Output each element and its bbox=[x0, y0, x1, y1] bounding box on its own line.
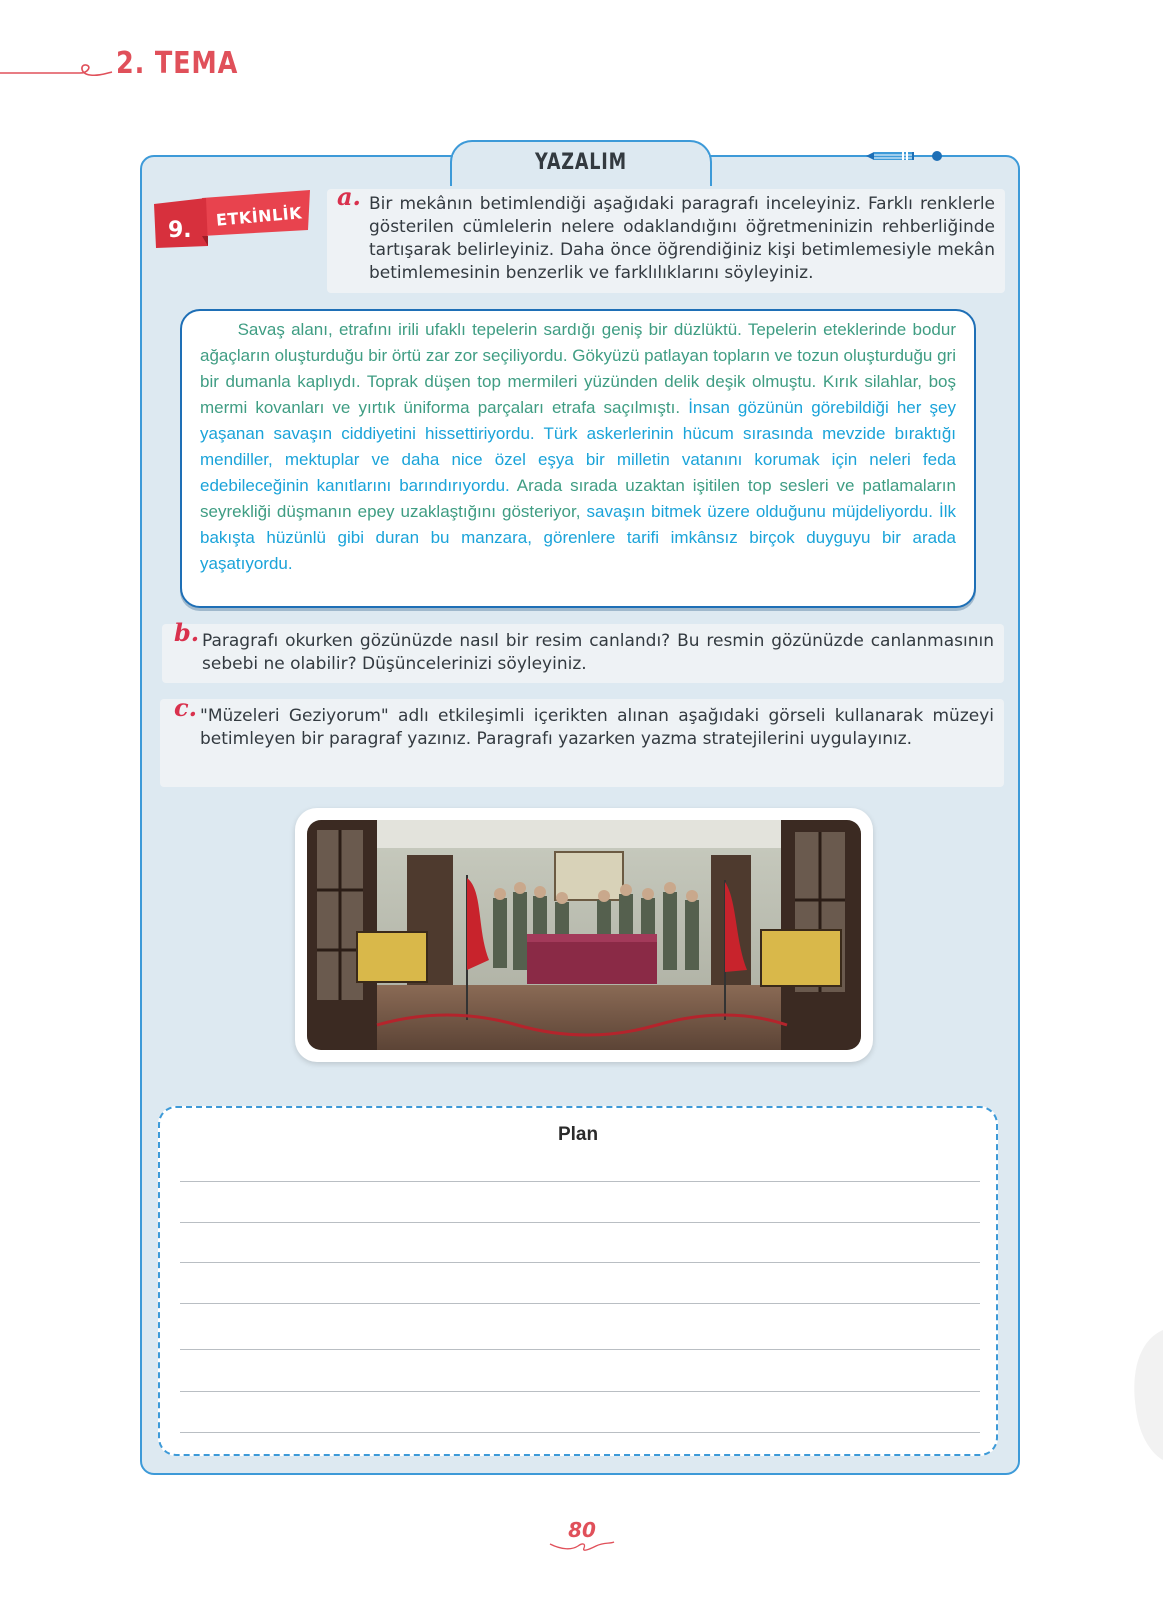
activity-label: ETKİNLİK bbox=[215, 203, 303, 230]
tema-swirl-decoration bbox=[0, 56, 115, 86]
instruction-a bbox=[327, 182, 1005, 293]
plan-writing-box[interactable] bbox=[158, 1106, 998, 1456]
instruction-a-text: Bir mekânın betimlendiği aşağıdaki paragrafı inceleyiniz. Farklı renklerle gösterilen cümlelerin nelere odaklandığını öğretmeninizin rehberliğinde tartışarak belirleyiniz. Daha önce öğrendiğiniz kişi betimlemesiyle mekân betimlemesinin benzerlik ve farklılıklarını söyleyiniz. bbox=[369, 194, 995, 283]
writing-line[interactable] bbox=[180, 1222, 980, 1223]
item-letter-b: b. bbox=[174, 618, 200, 647]
instruction-c-text: "Müzeleri Geziyorum" adlı etkileşimli içerikten alınan aşağıdaki görseli kullanarak müzeyi betimleyen bir paragraf yazınız. Paragrafı yazarken yazma stratejilerini uygulayınız. bbox=[200, 706, 994, 749]
activity-number: 9. bbox=[168, 218, 192, 243]
plan-title: Plan bbox=[557, 1124, 599, 1145]
instruction-b-text: Paragrafı okurken gözünüzde nasıl bir resim canlandı? Bu resmin gözünüzde canlanmasının sebebi ne olabilir? Düşüncelerinizi söyleyiniz. bbox=[202, 631, 994, 674]
tema-title: 2. TEMA bbox=[116, 46, 239, 81]
reading-sentences-blue-1: İnsan gözünün görebildiği her şey yaşanan savaşın ciddiyetini hissettiriyordu. Türk askerlerinin hücum sırasında mevzide bıraktığı mendiller, mektuplar ve daha nice özel eşya bir milletin vatanını korumak için neleri feda edebileceğinin kanıtlarını barındırıyordu. bbox=[200, 398, 956, 495]
reading-sentences-green-1: Savaş alanı, etrafını irili ufaklı tepelerin sardığı geniş bir düzlüktü. Tepelerin eteklerinde bodur ağaçların oluşturduğu bir örtü zar zor seçiliyordu. Gökyüzü patlayan topların ve tozun oluşturduğu gri bir dumanla kaplıydı. Toprak düşen top mermileri yüzünden delik deşik olmuştu. Kırık silahlar, boş mermi kovanları ve yırtık üniforma parçaları etrafa saçılmıştı. bbox=[200, 320, 956, 417]
page-number-swirl bbox=[548, 1538, 616, 1554]
reading-paragraph bbox=[200, 317, 956, 577]
reading-sentences-green-2: Arada sırada uzaktan işitilen top sesleri ve patlamaların seyrekliği düşmanın epey uzaklaştığını gösteriyor, bbox=[200, 476, 956, 521]
writing-line[interactable] bbox=[180, 1181, 980, 1182]
page-edge-curve bbox=[1130, 1330, 1163, 1460]
pencil-icon bbox=[866, 148, 966, 164]
item-letter-a: a. bbox=[337, 182, 361, 211]
writing-line[interactable] bbox=[180, 1391, 980, 1392]
section-title: YAZALIM bbox=[535, 150, 627, 175]
reading-sentences-blue-2: savaşın bitmek üzere olduğunu müjdeliyordu. İlk bakışta hüzünlü gibi duran bu manzara, görenlere tarifi imkânsız birçok duyguyu bir arada yaşatıyordu. bbox=[200, 502, 956, 573]
instruction-c bbox=[160, 693, 1004, 787]
item-letter-c: c. bbox=[174, 693, 197, 722]
writing-line[interactable] bbox=[180, 1303, 980, 1304]
museum-photo bbox=[307, 820, 861, 1050]
writing-line[interactable] bbox=[180, 1262, 980, 1263]
page-number: 80 bbox=[568, 1518, 596, 1542]
writing-line[interactable] bbox=[180, 1349, 980, 1350]
instruction-b bbox=[162, 618, 1004, 683]
writing-line[interactable] bbox=[180, 1432, 980, 1433]
